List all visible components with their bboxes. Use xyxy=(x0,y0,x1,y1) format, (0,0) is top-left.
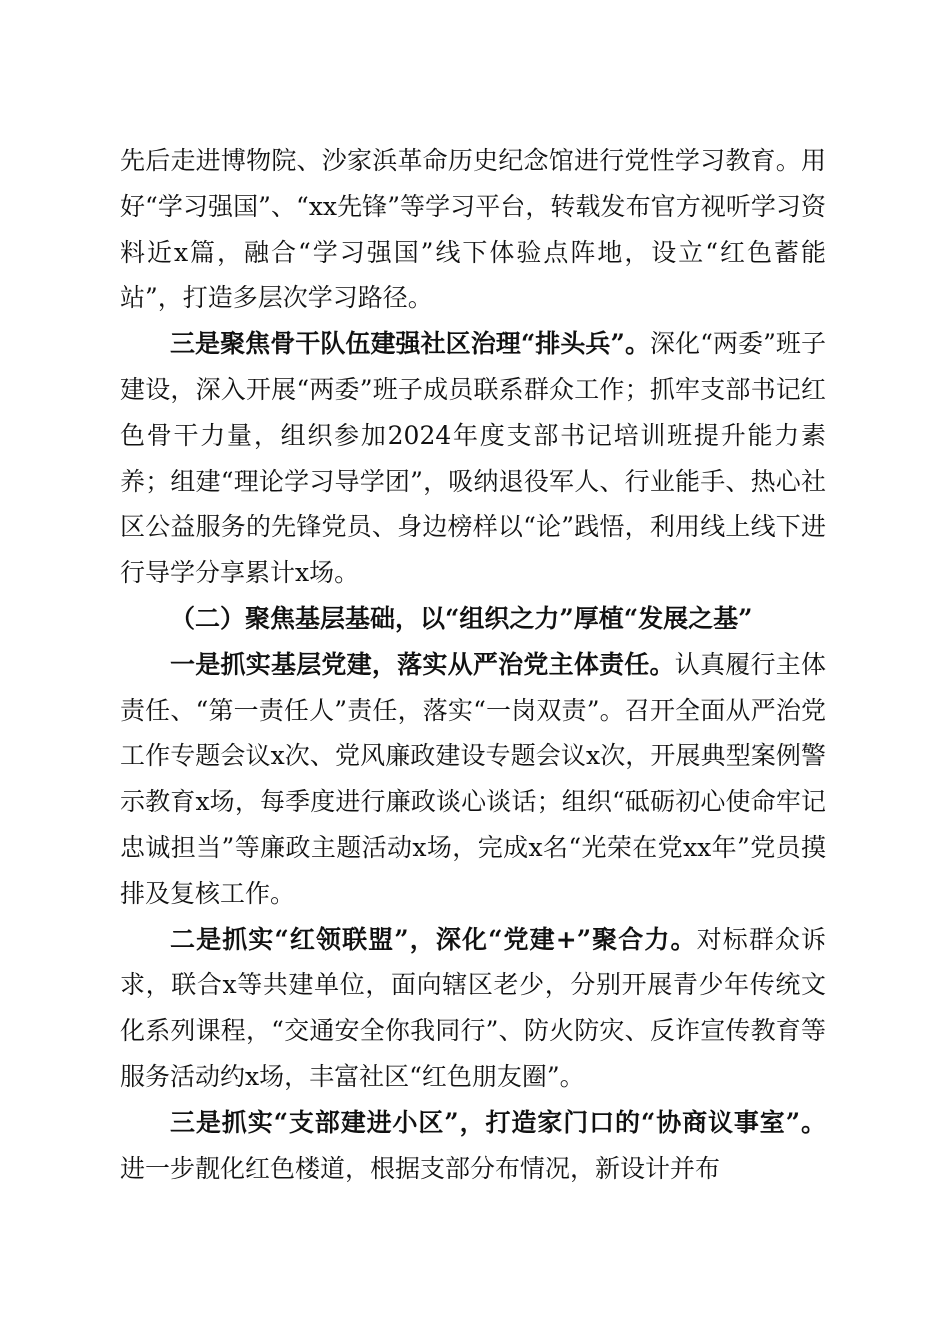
paragraph-lead-sentence: 三是聚焦骨干队伍建强社区治理“排头兵”。 xyxy=(170,329,650,359)
paragraph-lead-sentence: 一是抓实基层党建，落实从严治党主体责任。 xyxy=(170,649,675,679)
paragraph-lead-sentence: 三是抓实“支部建进小区”，打造家门口的“协商议事室”。 xyxy=(170,1107,826,1137)
paragraph-lead-sentence: 二是抓实“红领联盟”，深化“党建+”聚合力。 xyxy=(170,924,697,954)
paragraph-body: 认真履行主体责任、“第一责任人”责任，落实“一岗双责”。召开全面从严治党工作专题会议x次、党风廉政建设专题会议x次，开展典型案例警示教育x场，每季度进行廉政谈心谈话；组织“砥砺初心使命牢记忠诚担当”等廉政主题活动x场，完成x名“光荣在党xx年”党员摸排及复核工作。 xyxy=(120,649,826,908)
section-heading: （二）聚焦基层基础，以“组织之力”厚植“发展之基” xyxy=(170,603,753,633)
paragraph-branch-in-community xyxy=(120,1100,826,1192)
paragraph-continued xyxy=(120,138,826,321)
paragraph-body: 先后走进博物院、沙家浜革命历史纪念馆进行党性学习教育。用好“学习强国”、“xx先锋”等学习平台，转载发布官方视听学习资料近x篇，融合“学习强国”线下体验点阵地，设立“红色蓄能站”，打造多层次学习路径。 xyxy=(120,146,826,313)
paragraph-body: 进一步靓化红色楼道，根据支部分布情况，新设计并布 xyxy=(120,1153,721,1183)
paragraph-grassroots-party-building xyxy=(120,642,826,917)
paragraph-backbone-team xyxy=(120,321,826,596)
paragraph-body: 深化“两委”班子建设，深入开展“两委”班子成员联系群众工作；抓牢支部书记红色骨干力量，组织参加2024年度支部书记培训班提升能力素养；组建“理论学习导学团”，吸纳退役军人、行业能手、热心社区公益服务的先锋党员、身边榜样以“论”践悟，利用线上线下进行导学分享累计x场。 xyxy=(120,329,826,588)
document-body xyxy=(120,138,826,1191)
paragraph-red-alliance xyxy=(120,917,826,1100)
paragraph-body: 对标群众诉求，联合x等共建单位，面向辖区老少，分别开展青少年传统文化系列课程，“交通安全你我同行”、防火防灾、反诈宣传教育等服务活动约x场，丰富社区“红色朋友圈”。 xyxy=(120,924,826,1091)
